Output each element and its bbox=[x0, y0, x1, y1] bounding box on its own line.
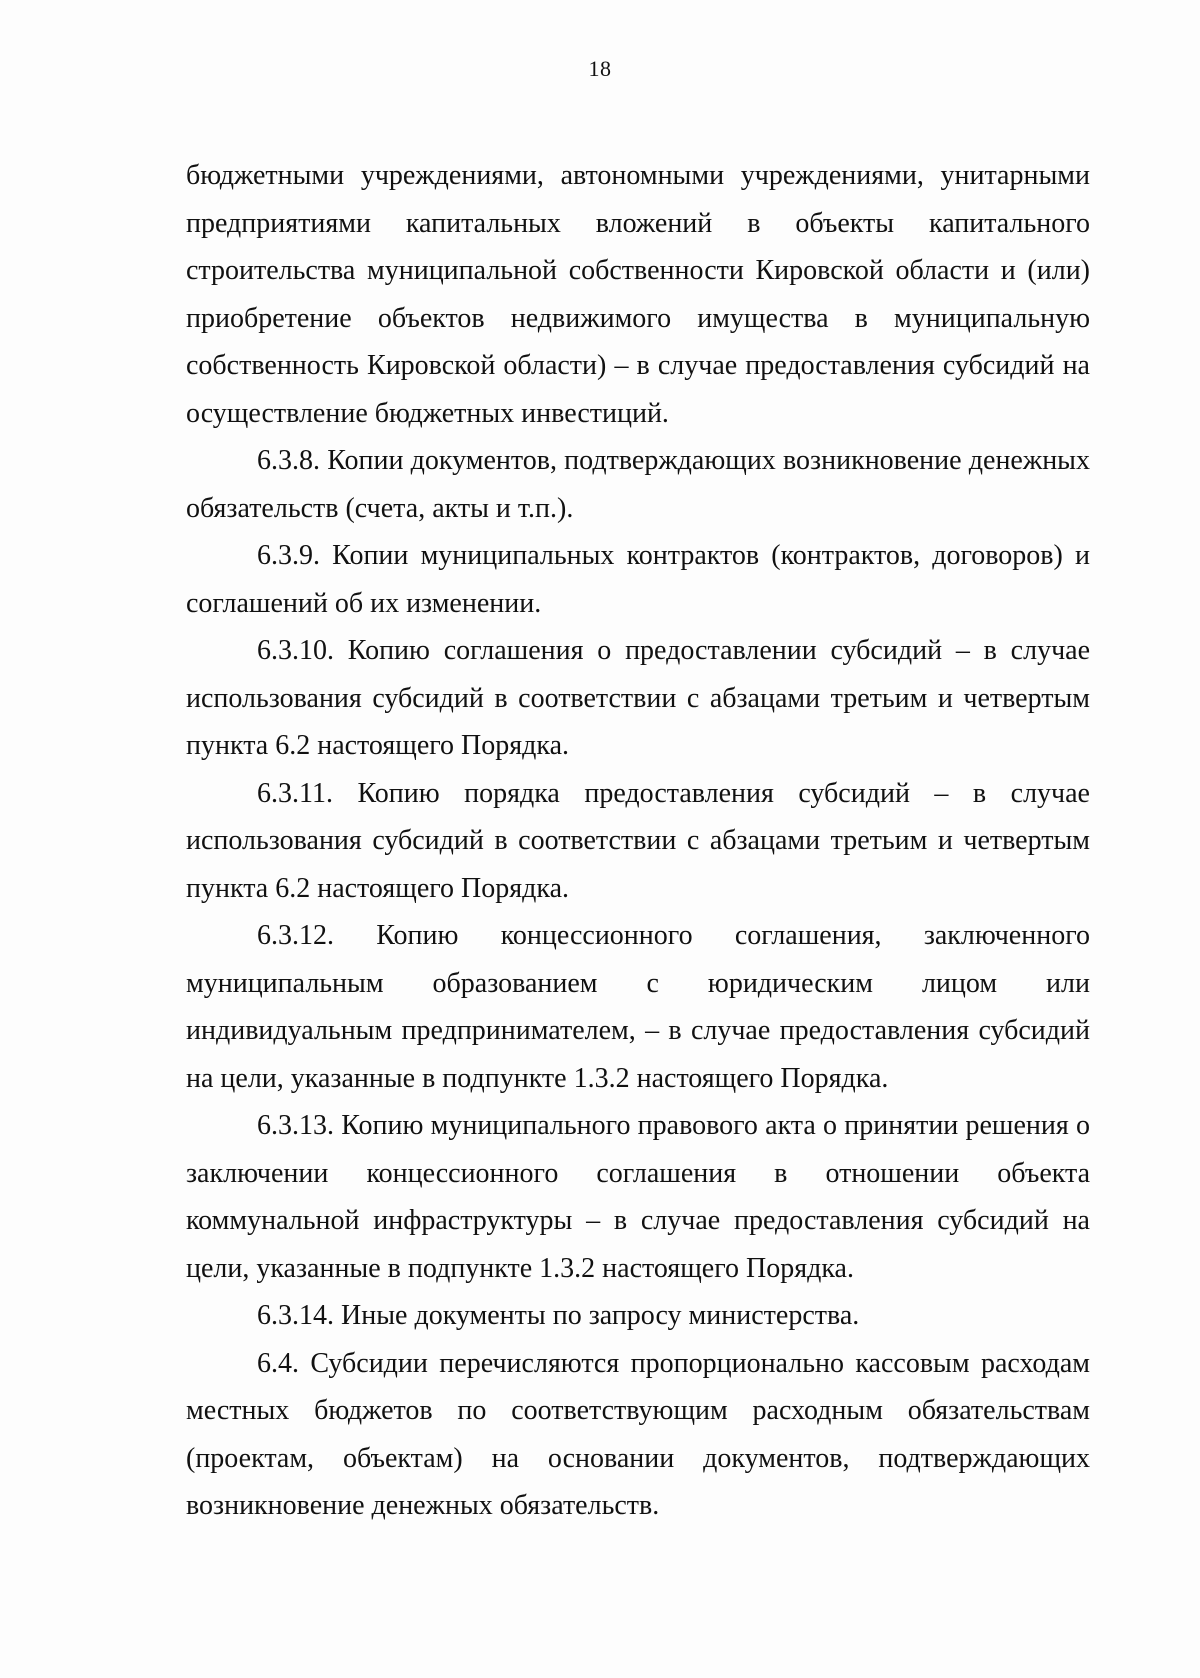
paragraph-6-3-8: 6.3.8. Копии документов, подтверждающих возникновение денежных обязательств (счета, акты и т.п.). bbox=[186, 445, 1090, 524]
page-number: 18 bbox=[588, 56, 612, 81]
paragraph-6-3-13: 6.3.13. Копию муниципального правового акта о принятии решения о заключении концессионного соглашения в отношении объекта коммунальной инфраструктуры – в случае предоставления субсидий на цели, указанные в подпункте 1.3.2 настоящего Порядка. bbox=[186, 1110, 1090, 1284]
paragraph-6-3-11: 6.3.11. Копию порядка предоставления субсидий – в случае использования субсидий в соответствии с абзацами третьим и четвертым пункта 6.2 настоящего Порядка. bbox=[186, 777, 1090, 904]
paragraph-6-3-14: 6.3.14. Иные документы по запросу министерства. bbox=[257, 1300, 860, 1331]
paragraph-6-3-10: 6.3.10. Копию соглашения о предоставлении субсидий – в случае использования субсидий в соответствии с абзацами третьим и четвертым пункта 6.2 настоящего Порядка. bbox=[186, 635, 1090, 761]
paragraph-6-3-9: 6.3.9. Копии муниципальных контрактов (контрактов, договоров) и соглашений об их изменении. bbox=[186, 540, 1090, 619]
paragraph-6-3-12: 6.3.12. Копию концессионного соглашения, заключенного муниципальным образованием с юридическим лицом или индивидуальным предпринимателем, – в случае предоставления субсидий на цели, указанные в подпункте 1.3.2 настоящего Порядка. bbox=[186, 920, 1090, 1094]
paragraph-6-4: 6.4. Субсидии перечисляются пропорционально кассовым расходам местных бюджетов по соответствующим расходным обязательствам (проектам, объектам) на основании документов, подтверждающих возникновение денежных обязательств. bbox=[186, 1347, 1090, 1521]
document-body bbox=[186, 152, 1090, 1530]
paragraph-continuation: бюджетными учреждениями, автономными учреждениями, унитарными предприятиями капитальных вложений в объекты капитального строительства муниципальной собственности Кировской области и (или) приобретение объектов недвижимого имущества в муниципальную собственность Кировской области) – в случае предоставления субсидий на осуществление бюджетных инвестиций. bbox=[186, 160, 1090, 429]
